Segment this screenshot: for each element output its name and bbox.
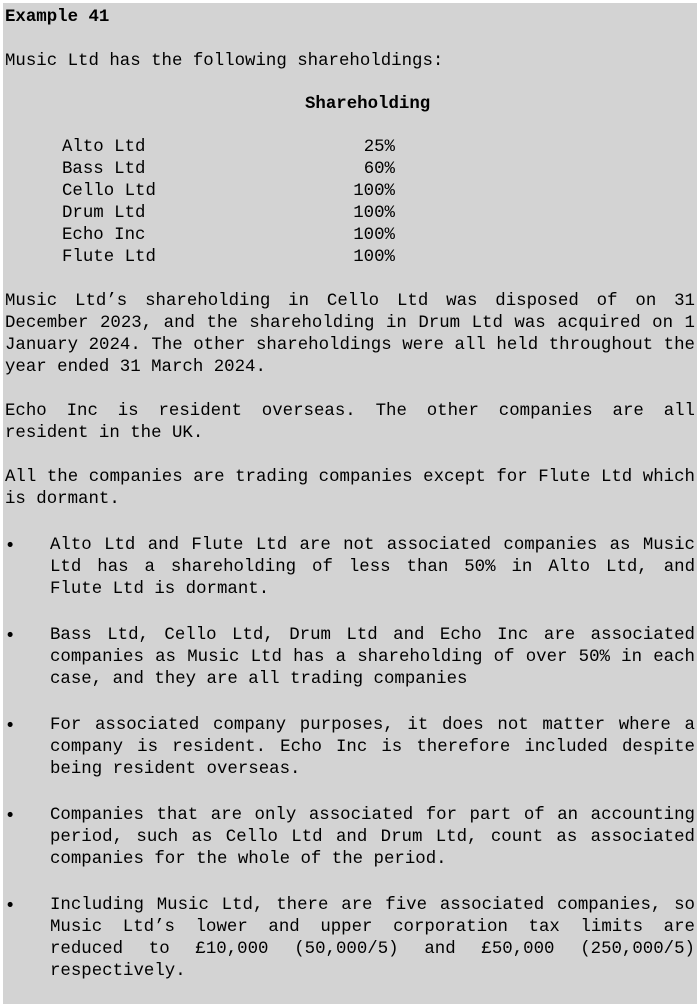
holding-value: 100%	[353, 226, 395, 245]
holding-value: 100%	[353, 248, 395, 267]
list-item	[5, 805, 695, 871]
list-item-text: For associated company purposes, it does not matter where a company is resident. Echo Inc is therefore included despite being resident overseas.	[50, 716, 695, 779]
table-rows	[5, 137, 695, 269]
explanation-list	[5, 535, 695, 983]
table-row	[5, 137, 695, 159]
list-item	[5, 895, 695, 983]
list-item	[5, 715, 695, 781]
company-name: Bass Ltd	[62, 160, 146, 179]
holding-value: 100%	[353, 204, 395, 223]
list-item-text: Bass Ltd, Cello Ltd, Drum Ltd and Echo Inc are associated companies as Music Ltd has a shareholding of over 50% in each case, and they are all trading companies	[50, 626, 695, 689]
bullet-icon: •	[5, 716, 16, 736]
table-row	[5, 181, 695, 203]
list-item	[5, 625, 695, 691]
table-row	[5, 225, 695, 247]
company-name: Flute Ltd	[62, 248, 156, 267]
intro-text: Music Ltd has the following shareholdings:	[5, 52, 444, 71]
shareholding-table	[5, 94, 695, 269]
document-page	[3, 3, 697, 1004]
paragraph-disposal: Music Ltd’s shareholding in Cello Ltd was disposed of on 31 December 2023, and the shareholding in Drum Ltd was acquired on 1 January 2024. The other shareholdings were all held throughout the year ended 31 March 2024.	[5, 292, 695, 377]
company-name: Drum Ltd	[62, 204, 146, 223]
bullet-icon: •	[5, 626, 16, 646]
list-item-text: Companies that are only associated for part of an accounting period, such as Cello Ltd and Drum Ltd, count as associated companies for the whole of the period.	[50, 806, 695, 869]
paragraph-residence: Echo Inc is resident overseas. The other companies are all resident in the UK.	[5, 402, 695, 443]
list-item-text: Alto Ltd and Flute Ltd are not associated companies as Music Ltd has a shareholding of less than 50% in Alto Ltd, and Flute Ltd is dormant.	[50, 536, 695, 599]
holding-value: 60%	[363, 160, 395, 179]
paragraph-trading: All the companies are trading companies except for Flute Ltd which is dormant.	[5, 468, 695, 509]
table-row	[5, 247, 695, 269]
list-item	[5, 535, 695, 601]
example-title: Example 41	[5, 8, 110, 27]
bullet-icon: •	[5, 896, 16, 916]
holding-value: 100%	[353, 182, 395, 201]
company-name: Echo Inc	[62, 226, 146, 245]
table-row	[5, 203, 695, 225]
bullet-icon: •	[5, 536, 16, 556]
list-item-text: Including Music Ltd, there are five associated companies, so Music Ltd’s lower and upper corporation tax limits are reduced to £10,000 (50,000/5) and £50,000 (250,000/5) respectively.	[50, 896, 695, 981]
holding-value: 25%	[363, 138, 395, 157]
table-header: Shareholding	[305, 95, 431, 114]
company-name: Cello Ltd	[62, 182, 156, 201]
table-row	[5, 159, 695, 181]
bullet-icon: •	[5, 806, 16, 826]
company-name: Alto Ltd	[62, 138, 146, 157]
